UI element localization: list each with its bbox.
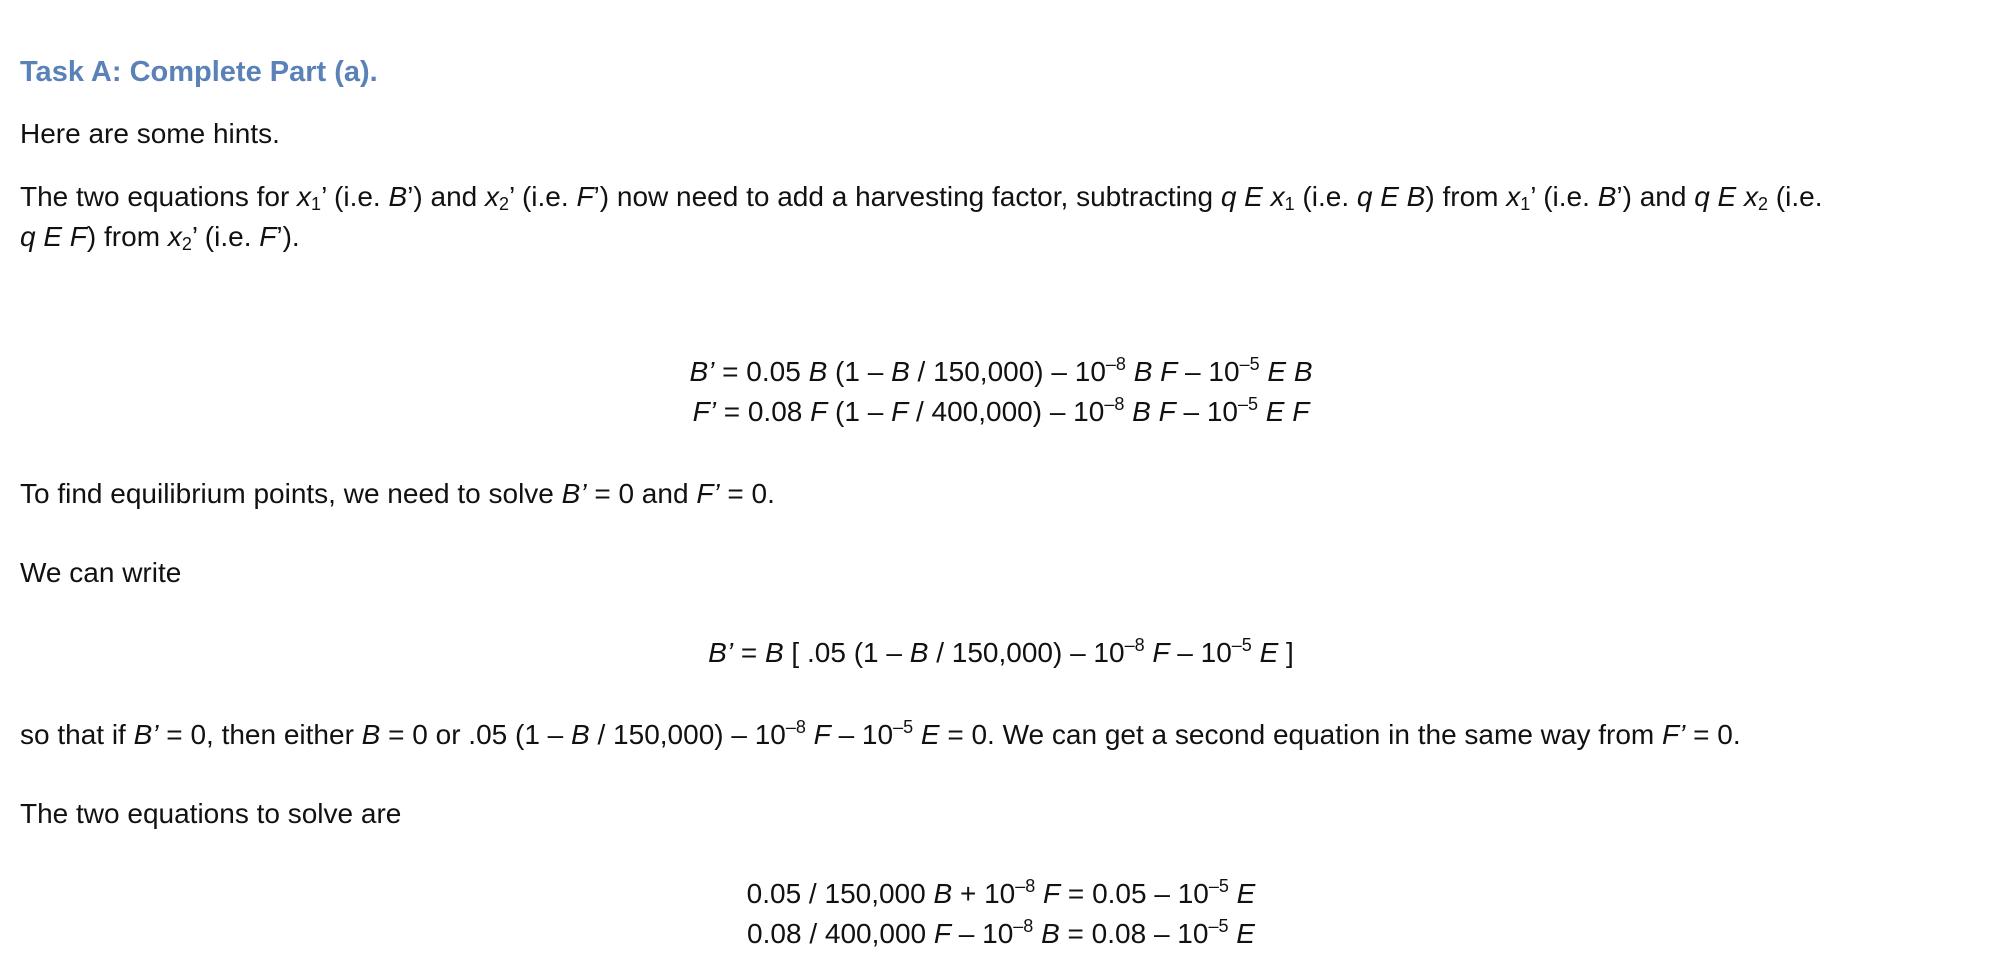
var-x2: x (485, 181, 499, 212)
text-run: = 0. We can get a second equation in the same way from (939, 719, 1663, 750)
text-run: – 10 (950, 918, 1014, 949)
var-qEx1: q E x (1220, 181, 1285, 212)
text-run: The two equations for (20, 181, 298, 212)
exponent: –5 (1208, 916, 1229, 936)
var: F (933, 918, 951, 949)
text-run: = 0, then either (158, 719, 362, 750)
text-run: (i.e. (1768, 181, 1823, 212)
equation-F-prime (0, 392, 2002, 432)
text-run: / 150,000) – 10 (909, 356, 1106, 387)
prime: ’ (509, 181, 515, 212)
text-run: (i.e. (326, 181, 389, 212)
var: F (891, 396, 909, 427)
var: B’ (708, 637, 734, 668)
var: B (891, 356, 910, 387)
var: F (1035, 878, 1061, 909)
var: F (1144, 637, 1170, 668)
exponent: –5 (1237, 394, 1259, 414)
text-run: + 10 (952, 878, 1016, 909)
exponent: –8 (1104, 394, 1125, 414)
text-run: / 150,000) – 10 (589, 719, 786, 750)
var: E (1228, 918, 1255, 949)
var: B’ (689, 356, 715, 387)
var-qEB: q E B (1356, 181, 1426, 212)
text-run: ’) and (1616, 181, 1695, 212)
text-run: = 0. (719, 478, 775, 509)
exponent: –8 (1105, 354, 1126, 374)
exponent: –8 (785, 717, 806, 737)
subscript: 1 (1284, 194, 1295, 214)
text-run: so that if (20, 719, 134, 750)
subscript: 1 (311, 194, 322, 214)
text-run: = 0.05 (714, 356, 809, 387)
var: B (571, 719, 590, 750)
prime: ’ (1530, 181, 1536, 212)
linear-equation-1 (0, 874, 2002, 914)
text-run: ) from (86, 221, 168, 252)
text-run: ] (1278, 637, 1294, 668)
text-run: 0.05 / 150,000 (746, 878, 934, 909)
var: E F (1258, 396, 1310, 427)
var-x2: x (167, 221, 182, 252)
text-run: = 0.08 (715, 396, 811, 427)
text-run: = 0 or .05 (1 – (380, 719, 572, 750)
para5: The two equations to solve are (20, 798, 402, 829)
exponent: –8 (1124, 635, 1145, 655)
text-run: / 150,000) – 10 (928, 637, 1125, 668)
exponent: –5 (1239, 354, 1260, 374)
var: E (1228, 878, 1256, 909)
text-run: (1 – (827, 396, 892, 427)
text-run: To find equilibrium points, we need to solve (20, 478, 562, 509)
var: E (913, 719, 940, 750)
var: F (805, 719, 831, 750)
var: E (1251, 637, 1279, 668)
text-run: [ .05 (1 – (783, 637, 910, 668)
para1-line1 (20, 177, 1823, 217)
var: B F (1124, 396, 1176, 427)
text-run: ’). (276, 221, 300, 252)
task-heading: Task A: Complete Part (a). (20, 56, 378, 88)
var-x1: x (1506, 181, 1521, 212)
text-run: ’) now need to add a harvesting factor, subtracting (593, 181, 1221, 212)
text-run: (i.e. (1294, 181, 1357, 212)
var: B (764, 637, 784, 668)
para4 (20, 715, 1741, 755)
text-run: (i.e. (1535, 181, 1598, 212)
var: F’ (692, 396, 716, 427)
text-run: – 10 (1169, 637, 1232, 668)
var: E B (1259, 356, 1313, 387)
var-F: F (576, 181, 594, 212)
text-run: = (733, 637, 765, 668)
var: B (361, 719, 381, 750)
exponent: –5 (1208, 876, 1229, 896)
text-run: ) from (1425, 181, 1507, 212)
var-B: B (388, 181, 408, 212)
subscript: 2 (499, 194, 510, 214)
subscript: 2 (1758, 194, 1769, 214)
text-run: = 0.08 – 10 (1059, 918, 1209, 949)
prime: ’ (321, 181, 327, 212)
text-run: ’) and (407, 181, 485, 212)
text-run: – 10 (1175, 396, 1238, 427)
linear-equation-2 (0, 914, 2002, 954)
para3: We can write (20, 557, 182, 588)
text-run: 0.08 / 400,000 (747, 918, 934, 949)
var: B F (1125, 356, 1178, 387)
var: B (933, 878, 953, 909)
text-run: (1 – (827, 356, 892, 387)
subscript: 2 (181, 234, 192, 254)
text-run: (i.e. (514, 181, 577, 212)
exponent: –5 (893, 717, 914, 737)
exponent: –5 (1231, 635, 1252, 655)
var-B: B (1597, 181, 1617, 212)
var-x1: x (297, 181, 312, 212)
var: B (909, 637, 929, 668)
var: F’ (696, 478, 720, 509)
text-run: = 0 and (586, 478, 697, 509)
hints-intro: Here are some hints. (20, 118, 280, 149)
equation-B-prime (0, 352, 2002, 392)
prime: ’ (191, 221, 198, 252)
var: F (810, 396, 828, 427)
var-qEx2: q E x (1694, 181, 1759, 212)
text-run: / 400,000) – 10 (908, 396, 1105, 427)
text-run: – 10 (1177, 356, 1240, 387)
var: F’ (1662, 719, 1686, 750)
subscript: 1 (1520, 194, 1531, 214)
var: B (808, 356, 828, 387)
text-run: (i.e. (197, 221, 260, 252)
text-run: = 0.05 – 10 (1060, 878, 1209, 909)
var: B’ (133, 719, 159, 750)
exponent: –8 (1015, 876, 1036, 896)
text-run: = 0. (1685, 719, 1741, 750)
var-qEF: q E F (20, 221, 87, 252)
equation-B-factored (0, 633, 2002, 673)
para2 (20, 474, 775, 514)
para1-line2 (20, 217, 300, 257)
var: B’ (561, 478, 587, 509)
var-F: F (259, 221, 277, 252)
text-run: – 10 (830, 719, 894, 750)
exponent: –8 (1013, 916, 1034, 936)
var: B (1033, 918, 1060, 949)
